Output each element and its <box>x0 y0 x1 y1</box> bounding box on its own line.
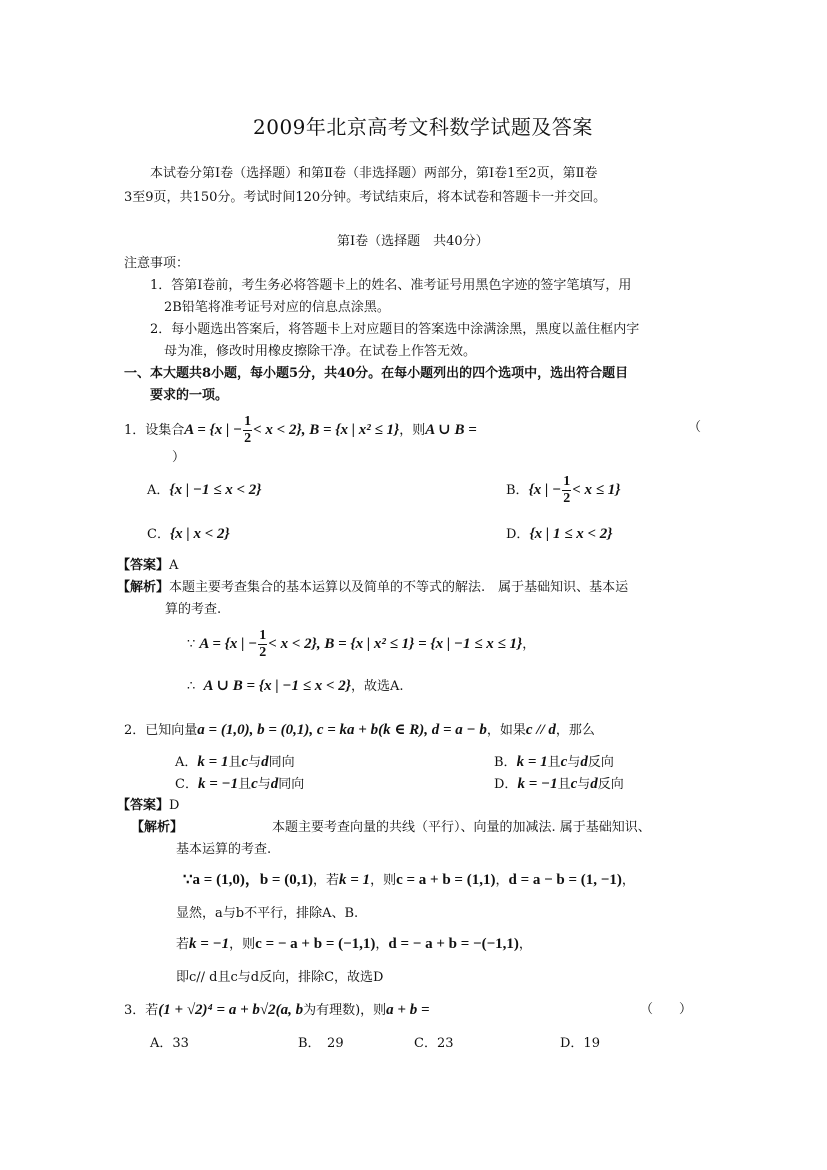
solution-text: ， <box>518 937 532 952</box>
answer-value: A <box>169 558 179 573</box>
notice-2-line-2: 母为准，修改时用橡皮擦除干净。在试卷上作答无效。 <box>164 344 477 359</box>
option-k: k = 1 <box>197 754 229 770</box>
part-1-heading-line-1: 一、本大题共8小题，每小题5分，共40分。在每小题列出的四个选项中，选出符合题目 <box>124 366 629 381</box>
option-label: C． <box>147 527 170 542</box>
fraction-numerator: 1 <box>244 414 252 429</box>
option-text: 与 <box>257 777 271 792</box>
answer-label: 【答案】 <box>117 558 170 573</box>
page-title: 2009年北京高考文科数学试题及答案 <box>253 115 593 139</box>
question-2-option-a <box>175 752 295 773</box>
question-1-set-a-rhs: < x < 2}, B = {x | x² ≤ 1} <box>253 422 400 438</box>
question-3-mid: 为有理数)，则 <box>303 1003 387 1018</box>
fraction-denominator: 2 <box>563 491 571 506</box>
notice-2-line-1: 2．每小题选出答案后，将答题卡上对应题目的答案选中涂满涂黑，黑度以盖住框内字 <box>150 322 640 337</box>
option-d: d <box>590 776 598 792</box>
question-1-set-a-lhs: A = {x | − <box>184 422 243 438</box>
option-text: 与 <box>567 755 581 770</box>
solution-k: k = 1 <box>339 872 371 888</box>
fraction-denominator: 2 <box>244 431 252 446</box>
option-text: 反向 <box>597 777 624 792</box>
answer-value: D <box>169 798 180 813</box>
question-2-end: ，那么 <box>555 723 595 738</box>
option-label: B． <box>506 483 529 498</box>
option-c: c <box>570 776 578 792</box>
question-3-stem <box>124 1000 430 1021</box>
because-symbol: ∵ <box>187 637 196 652</box>
question-2-solution-4: 即c// d且c与d反向，排除C，故选D <box>176 970 384 985</box>
question-2-solution-3 <box>176 934 532 955</box>
question-2-analysis-line-2: 基本运算的考查. <box>176 842 272 857</box>
question-2-option-d <box>494 774 624 795</box>
option-text: 且 <box>228 755 242 770</box>
question-1-option-d <box>506 524 612 545</box>
answer-label: 【答案】 <box>117 798 170 813</box>
option-expression: {x | 1 ≤ x < 2} <box>529 526 613 542</box>
question-2-prefix: 2．已知向量 <box>124 723 198 738</box>
option-expression-rhs: < x ≤ 1} <box>572 482 621 498</box>
option-k: k = −1 <box>197 776 239 792</box>
analysis-label: 【解析】 <box>117 580 170 595</box>
question-1-answer <box>117 556 178 576</box>
solution-fraction <box>258 628 267 661</box>
option-c: c <box>251 776 258 792</box>
option-text: 且 <box>547 755 561 770</box>
question-3-option-b: B． 29 <box>298 1036 344 1051</box>
question-1-union: A ∪ B = <box>425 422 477 438</box>
question-1-analysis-line-1 <box>117 578 628 598</box>
question-1-analysis-line-2: 算的考查. <box>165 602 222 617</box>
option-text: 且 <box>238 777 252 792</box>
question-2-option-b <box>494 752 614 773</box>
question-3-prefix: 3．若 <box>124 1003 159 1018</box>
question-1-fraction <box>243 414 252 447</box>
solution-text: ，若 <box>312 873 339 888</box>
solution-k: k = −1 <box>189 936 230 952</box>
part-1-heading-line-2: 要求的一项。 <box>150 388 229 403</box>
option-d: d <box>270 776 279 792</box>
question-3-expression: (1 + √2)⁴ = a + b√2(a, b <box>158 1002 304 1018</box>
intro-line-1: 本试卷分第Ⅰ卷（选择题）和第Ⅱ卷（非选择题）两部分，第Ⅰ卷1至2页，第Ⅱ卷 <box>150 166 598 181</box>
option-label: D． <box>494 777 518 792</box>
notice-label: 注意事项： <box>124 256 190 271</box>
intro-line-2: 3至9页，共150分。考试时间120分钟。考试结束后，将本试卷和答题卡一并交回。 <box>124 190 607 205</box>
notice-1-line-2: 2B铅笔将准考证号对应的信息点涂黑。 <box>164 300 390 315</box>
fraction-denominator: 2 <box>259 645 267 660</box>
question-1-option-a <box>147 480 262 501</box>
question-1-option-b <box>506 472 620 509</box>
question-2-condition: c // d <box>525 722 556 738</box>
question-2-vectors: a = (1,0), b = (0,1), c = ka + b(k ∈ R), d = a − b <box>197 722 487 738</box>
solution-a: ∵a = (1,0) <box>183 872 245 888</box>
option-label: A． <box>147 483 170 498</box>
question-2-analysis-label: 【解析】 <box>131 820 184 835</box>
question-1-prefix: 1．设集合 <box>124 423 185 438</box>
solution-c: c = − a + b = (−1,1) <box>255 936 376 952</box>
solution-conclusion: ，故选A. <box>350 679 404 694</box>
analysis-text: 本题主要考查集合的基本运算以及简单的不等式的解法. 属于基础知识、基本运 <box>169 580 629 595</box>
solution-b: ，b = (0,1) <box>244 872 313 888</box>
solution-lhs: A = {x | − <box>199 636 258 652</box>
option-text: 与 <box>577 777 591 792</box>
question-1-solution-1 <box>187 626 535 663</box>
question-2-stem <box>124 720 595 741</box>
solution-d: d = a − b = (1, −1) <box>508 872 622 888</box>
question-1-stem <box>124 412 477 449</box>
question-3-option-c: C．23 <box>414 1036 454 1051</box>
option-label: C． <box>175 777 198 792</box>
solution-text: 若 <box>176 937 190 952</box>
solution-text: ， <box>375 937 389 952</box>
section-title: 第Ⅰ卷（选择题 共40分） <box>337 234 489 249</box>
solution-text: ， <box>495 873 509 888</box>
option-d: d <box>580 754 588 770</box>
option-k: k = 1 <box>516 754 548 770</box>
question-1-option-c <box>147 524 230 545</box>
question-2-option-c <box>175 774 304 795</box>
solution-union: A ∪ B = {x | −1 ≤ x < 2} <box>203 678 351 694</box>
solution-rhs: < x < 2}, B = {x | x² ≤ 1} = {x | −1 ≤ x ≤ 1} <box>268 636 523 652</box>
solution-d: d = − a + b = −(−1,1) <box>388 936 519 952</box>
question-2-solution-2: 显然，a与b不平行，排除A、B. <box>176 906 359 921</box>
solution-c: c = a + b = (1,1) <box>396 872 496 888</box>
solution-text: ，则 <box>370 873 397 888</box>
question-2-answer <box>117 796 179 816</box>
question-3-option-a: A．33 <box>150 1036 189 1051</box>
option-k: k = −1 <box>517 776 558 792</box>
option-label: B． <box>494 755 517 770</box>
option-text: 与 <box>248 755 262 770</box>
option-c: c <box>241 754 249 770</box>
option-text: 同向 <box>278 777 305 792</box>
option-label: A． <box>175 755 198 770</box>
fraction-numerator: 1 <box>563 474 571 489</box>
question-1-paren-close: ） <box>172 450 186 465</box>
option-d: d <box>261 754 269 770</box>
option-text: 反向 <box>587 755 614 770</box>
fraction-numerator: 1 <box>259 628 267 643</box>
option-text: 且 <box>557 777 571 792</box>
question-2-mid: ，如果 <box>486 723 526 738</box>
question-1-paren-open: （ <box>688 420 702 435</box>
question-3-paren: （ ） <box>640 1002 693 1017</box>
option-fraction <box>562 474 571 507</box>
question-2-analysis-line-1: 本题主要考查向量的共线（平行）、向量的加减法. 属于基础知识、 <box>272 820 651 835</box>
question-1-ask: ，则 <box>399 423 426 438</box>
notice-1-line-1: 1．答第Ⅰ卷前，考生务必将答题卡上的姓名、准考证号用黑色字迹的签字笔填写，用 <box>150 278 632 293</box>
solution-end: ， <box>522 637 536 652</box>
solution-text: ， <box>621 873 635 888</box>
option-text: 同向 <box>268 755 295 770</box>
question-2-solution-1 <box>183 870 635 891</box>
option-expression-lhs: {x | − <box>528 482 562 498</box>
option-expression: {x | −1 ≤ x < 2} <box>169 482 262 498</box>
option-c: c <box>560 754 568 770</box>
question-1-solution-2 <box>187 676 404 697</box>
option-label: D． <box>506 527 530 542</box>
question-3-option-d: D．19 <box>560 1036 600 1051</box>
solution-text: ，则 <box>229 937 256 952</box>
question-3-ask: a + b = <box>386 1002 430 1018</box>
option-expression: {x | x < 2} <box>169 526 230 542</box>
therefore-symbol: ∴ <box>187 679 196 694</box>
